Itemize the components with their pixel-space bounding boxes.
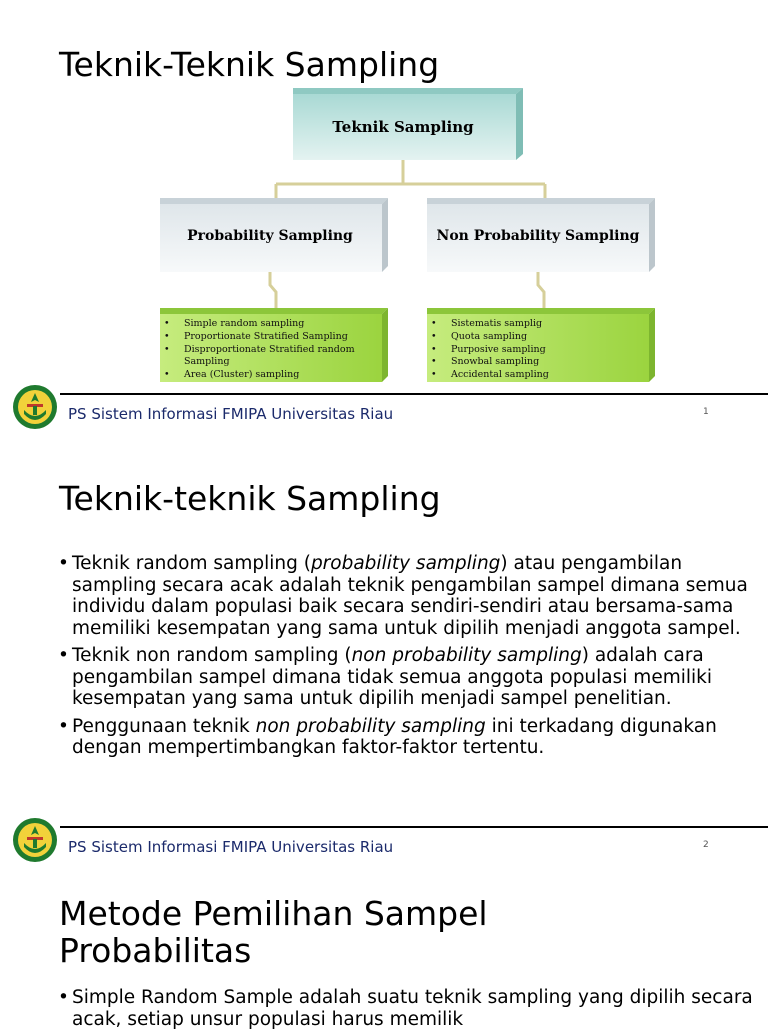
bullet-emphasis: probability sampling — [310, 553, 501, 574]
slide-title-line2: Probabilitas — [59, 931, 252, 970]
bullet-text: Teknik random sampling ( — [72, 553, 311, 574]
non-probability-item: Purposive sampling — [451, 344, 546, 355]
bullet-dot: • — [164, 331, 170, 342]
university-logo-icon — [12, 817, 58, 863]
sampling-diagram — [150, 80, 680, 390]
non-probability-item: Sistematis samplig — [451, 318, 543, 329]
bullet-emphasis: non probability sampling — [255, 715, 486, 737]
probability-box — [160, 198, 388, 272]
bullet-item — [58, 645, 758, 710]
probability-item: Proportionate Stratified Sampling — [184, 331, 348, 342]
page-number: 2 — [703, 840, 709, 850]
footer-text: PS Sistem Informasi FMIPA Universitas Riau — [68, 838, 394, 856]
bullet-text: Penggunaan teknik — [72, 715, 256, 737]
probability-label: Probability Sampling — [187, 228, 353, 244]
bullet-dot: • — [431, 369, 437, 380]
bullet-dot: • — [164, 369, 170, 380]
bullet-text: Simple Random Sample adalah suatu teknik sampling yang dipilih secara acak, setiap unsur populasi harus memilik — [72, 987, 753, 1030]
bullet-dot: • — [431, 356, 437, 367]
bullet-dot: • — [164, 344, 170, 355]
bullet-dot: • — [431, 331, 437, 342]
probability-item: Disproportionate Stratified random — [184, 344, 355, 355]
bullet-item — [58, 553, 758, 639]
probability-item: Sampling — [184, 356, 230, 367]
non-probability-list-box — [427, 308, 655, 382]
bullet-list — [58, 987, 758, 1036]
non-probability-item: Snowbal sampling — [451, 356, 540, 367]
root-box — [293, 88, 523, 160]
probability-item: Simple random sampling — [184, 318, 305, 329]
bullet-text: ) atau pengambilan sampling secara acak adalah teknik pengambilan sampel dimana semua individu dalam populasi baik secara sendiri-sendiri atau bersama-sama memiliki kesempatan yang sama untuk dipilih menjadi anggota sampel. — [72, 553, 748, 639]
non-probability-item: Quota sampling — [451, 331, 528, 342]
non-probability-item: Accidental sampling — [451, 369, 549, 380]
bullet-item — [58, 716, 758, 759]
bullet-emphasis: non probability sampling — [351, 645, 582, 666]
footer-divider — [60, 826, 768, 828]
non-probability-label: Non Probability Sampling — [436, 228, 640, 244]
probability-item: Area (Cluster) sampling — [184, 369, 300, 380]
slide-title: Teknik-teknik Sampling — [59, 479, 441, 518]
bullet-dot: • — [431, 344, 437, 355]
bullet-text: ini terkadang digunakan dengan mempertimbangkan faktor-faktor tertentu. — [72, 715, 717, 758]
footer-divider — [60, 393, 768, 395]
bullet-text: Teknik non random sampling ( — [72, 645, 352, 666]
slide-title: Teknik-Teknik Sampling — [59, 45, 440, 84]
probability-list-box — [160, 308, 388, 382]
non-probability-box — [427, 198, 655, 272]
root-label: Teknik Sampling — [332, 118, 474, 136]
bullet-list — [58, 553, 758, 765]
page-number: 1 — [703, 407, 709, 417]
slide-1 — [0, 0, 768, 435]
slide-title-line1: Metode Pemilihan Sampel — [59, 894, 488, 933]
footer-text: PS Sistem Informasi FMIPA Universitas Riau — [68, 405, 394, 423]
bullet-dot: • — [431, 318, 437, 329]
university-logo-icon — [12, 384, 58, 430]
bullet-text: ) adalah cara pengambilan sampel dimana tidak semua anggota populasi memiliki kesempatan yang sama untuk dipilih menjadi sampel penelitian. — [72, 645, 712, 709]
bullet-dot: • — [164, 318, 170, 329]
